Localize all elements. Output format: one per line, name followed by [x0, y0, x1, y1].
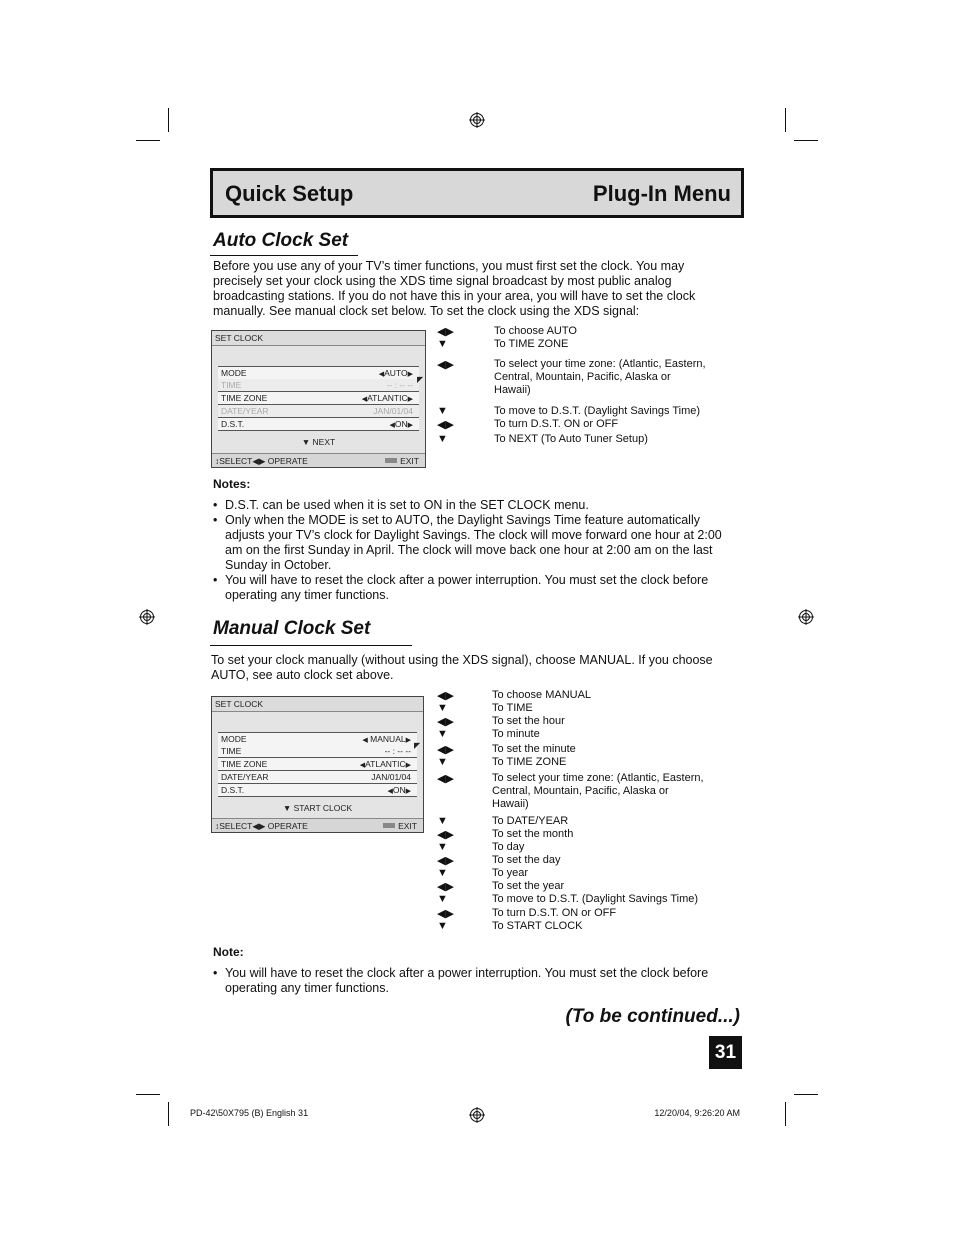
header-left-title: Quick Setup	[225, 181, 354, 206]
osd-row-value	[387, 785, 411, 795]
instruction-text: To turn D.S.T. ON or OFF	[494, 418, 619, 430]
note-item	[213, 573, 738, 603]
bullet-icon: •	[213, 966, 218, 980]
right-arrow-icon: ▶	[405, 762, 411, 769]
instruction-text: To turn D.S.T. ON or OFF	[492, 907, 617, 919]
osd-row-value	[360, 759, 411, 769]
osd-row-label: MODE	[221, 734, 247, 744]
bullet-icon: •	[213, 498, 218, 512]
instruction-text	[494, 358, 706, 397]
osd-row-label: D.S.T.	[221, 785, 245, 795]
instruction-arrow: ▼	[437, 405, 448, 417]
page-number: 31	[709, 1036, 742, 1069]
manual-intro	[211, 653, 738, 683]
crop-mark	[794, 140, 818, 141]
instruction-arrow: ◀▶	[437, 690, 454, 702]
instruction-text: To set the day	[492, 854, 561, 866]
instruction-line: Hawaii)	[494, 384, 531, 396]
right-arrow-icon: ▶	[407, 371, 413, 378]
osd-row-value	[362, 393, 413, 403]
instruction-arrow: ◀▶	[437, 716, 454, 728]
note-line: Sunday in October.	[225, 558, 332, 572]
instruction-arrow: ◀▶	[437, 881, 454, 893]
instruction-arrow: ◀▶	[437, 829, 454, 841]
instruction-arrow: ▼	[437, 728, 448, 740]
intro-line: To set your clock manually (without using the XDS signal), choose MANUAL. If you choose	[211, 653, 713, 667]
osd-row-date-year	[218, 405, 419, 418]
notes-heading: Notes:	[213, 477, 251, 491]
left-arrow-icon: ◀	[387, 788, 393, 795]
registration-mark-icon	[798, 609, 814, 625]
section-rule	[210, 255, 358, 256]
cursor-icon: ◤	[417, 375, 424, 384]
osd-row-label: MODE	[221, 368, 247, 378]
instruction-arrow: ◀▶	[437, 419, 454, 431]
instruction-arrow: ◀▶	[437, 359, 454, 371]
instruction-arrow: ◀▶	[437, 908, 454, 920]
instruction-text: To DATE/YEAR	[492, 815, 569, 827]
instruction-text: To NEXT (To Auto Tuner Setup)	[494, 433, 648, 445]
header-right-title: Plug-In Menu	[592, 181, 731, 206]
intro-line: broadcasting stations. If you do not have this in your area, you will have to set the clock	[213, 289, 696, 303]
osd-footer-exit[interactable]: EXIT	[400, 456, 419, 466]
note-item	[213, 513, 738, 573]
osd-value-text: JAN/01/04	[373, 406, 413, 416]
osd-row-time-zone[interactable]	[218, 392, 419, 405]
osd-row-time[interactable]	[218, 745, 417, 758]
instruction-text: To day	[492, 841, 525, 853]
cursor-icon: ◤	[414, 741, 421, 750]
osd-row-date-year[interactable]	[218, 771, 417, 784]
continued-label: (To be continued...)	[565, 1006, 740, 1027]
osd-row-label: TIME	[221, 746, 242, 756]
auto-set-clock-menu	[211, 330, 426, 468]
osd-footer-exit[interactable]: EXIT	[398, 821, 417, 831]
instruction-text: To minute	[492, 728, 540, 740]
manual-set-clock-menu	[211, 696, 424, 833]
right-arrow-icon: ▶	[405, 737, 411, 744]
osd-row-time-zone[interactable]	[218, 758, 417, 771]
intro-line: manually. See manual clock set below. To set the clock using the XDS signal:	[213, 304, 640, 318]
note-item	[213, 966, 738, 996]
osd-value-text: JAN/01/04	[371, 772, 411, 782]
note-line: Only when the MODE is set to AUTO, the Daylight Savings Time feature automatically	[225, 513, 700, 527]
osd-row-time	[218, 379, 419, 392]
instruction-line: Hawaii)	[492, 798, 529, 810]
instruction-text: To set the month	[492, 828, 574, 840]
note-line: am on the first Sunday in April. The clock will move back one hour at 2:00 am on the last	[225, 543, 713, 557]
osd-row-label: TIME	[221, 380, 242, 390]
instruction-text: To START CLOCK	[492, 920, 583, 932]
page-header	[210, 168, 744, 218]
menu-button-icon	[383, 823, 395, 828]
intro-line: Before you use any of your TV’s timer functions, you must first set the clock. You may	[213, 259, 685, 273]
right-arrow-icon: ▶	[407, 422, 413, 429]
instruction-text: To TIME	[492, 702, 533, 714]
bullet-icon: •	[213, 513, 218, 527]
auto-intro	[213, 259, 738, 319]
osd-value-text: ON	[392, 785, 406, 795]
registration-mark-icon	[469, 112, 485, 128]
left-arrow-icon: ◀	[378, 371, 385, 378]
left-arrow-icon: ◀	[361, 396, 368, 403]
note-line: You will have to reset the clock after a power interruption. You must set the clock before	[225, 966, 709, 980]
instruction-text: To TIME ZONE	[494, 338, 569, 350]
osd-value-text: -- : -- --	[386, 380, 413, 390]
osd-next[interactable]: ▼ NEXT	[301, 437, 336, 447]
note-line: operating any timer functions.	[225, 588, 389, 602]
instruction-text: To set the minute	[492, 743, 576, 755]
section-rule	[210, 645, 412, 646]
left-arrow-icon: ◀	[362, 737, 368, 744]
crop-mark	[168, 1102, 169, 1126]
footer-timestamp: 12/20/04, 9:26:20 AM	[654, 1108, 740, 1118]
instruction-text: To move to D.S.T. (Daylight Savings Time)	[492, 893, 699, 905]
manual-section-title: Manual Clock Set	[213, 618, 371, 639]
left-arrow-icon: ◀	[359, 762, 366, 769]
instruction-arrow: ◀▶	[437, 326, 454, 338]
intro-line: AUTO, see auto clock set above.	[211, 668, 394, 682]
osd-footer-left: ↕SELECT◀▶ OPERATE	[215, 821, 308, 831]
instruction-arrow: ▼	[437, 756, 448, 768]
osd-value-text: -- : -- --	[384, 746, 411, 756]
osd-row-dst[interactable]	[218, 418, 419, 431]
instruction-line: Central, Mountain, Pacific, Alaska or	[494, 371, 671, 383]
registration-mark-icon	[139, 609, 155, 625]
osd-footer	[212, 818, 423, 832]
left-arrow-icon: ◀	[389, 422, 395, 429]
osd-value-text: AUTO	[384, 368, 408, 378]
crop-mark	[136, 1094, 160, 1095]
osd-row-label: D.S.T.	[221, 419, 245, 429]
instruction-text: To set the year	[492, 880, 565, 892]
osd-row-dst[interactable]	[218, 784, 417, 797]
instruction-arrow: ▼	[437, 338, 448, 350]
crop-mark	[785, 1102, 786, 1126]
osd-title-bar	[212, 697, 423, 712]
instruction-arrow: ▼	[437, 841, 448, 853]
osd-title: SET CLOCK	[215, 699, 264, 709]
instruction-arrow: ▼	[437, 867, 448, 879]
crop-mark	[136, 140, 160, 141]
osd-start-clock[interactable]: ▼ START CLOCK	[282, 803, 353, 813]
osd-row-label: DATE/YEAR	[221, 406, 269, 416]
right-arrow-icon: ▶	[407, 396, 413, 403]
instruction-text: To TIME ZONE	[492, 756, 567, 768]
instruction-text: To year	[492, 867, 529, 879]
osd-row-mode[interactable]	[218, 732, 417, 746]
instruction-text: To choose AUTO	[494, 325, 577, 337]
note-line: operating any timer functions.	[225, 981, 389, 995]
instruction-arrow: ▼	[437, 433, 448, 445]
osd-row-value	[362, 734, 411, 744]
instruction-arrow: ◀▶	[437, 744, 454, 756]
note-line: adjusts your TV’s clock for Daylight Savings. The clock will move forward one hour at 2:00	[225, 528, 722, 542]
registration-mark-icon	[469, 1107, 485, 1123]
osd-row-label: TIME ZONE	[221, 759, 268, 769]
instruction-text: To move to D.S.T. (Daylight Savings Time)	[494, 405, 701, 417]
instruction-text: To set the hour	[492, 715, 565, 727]
crop-mark	[785, 108, 786, 132]
bullet-icon: •	[213, 573, 218, 587]
instruction-arrow: ▼	[437, 702, 448, 714]
menu-button-icon	[385, 458, 397, 463]
osd-row-value	[379, 368, 413, 378]
note-text	[225, 966, 708, 996]
osd-footer-left: ↕SELECT◀▶ OPERATE	[215, 456, 308, 466]
crop-mark	[168, 108, 169, 132]
osd-value-text: ATLANTIC	[365, 759, 406, 769]
note-line: D.S.T. can be used when it is set to ON in the SET CLOCK menu.	[225, 498, 589, 512]
instruction-arrow: ▼	[437, 893, 448, 905]
osd-value-text: ON	[394, 419, 408, 429]
instruction-arrow: ▼	[437, 815, 448, 827]
note-text	[225, 573, 708, 603]
instruction-arrow: ◀▶	[437, 773, 454, 785]
osd-row-label: DATE/YEAR	[221, 772, 269, 782]
note-item	[213, 498, 738, 513]
note-text	[225, 513, 722, 573]
instruction-line: To select your time zone: (Atlantic, Eastern,	[494, 358, 706, 370]
osd-title-bar	[212, 331, 425, 346]
instruction-text	[492, 772, 704, 811]
instruction-arrow: ▼	[437, 920, 448, 932]
instruction-arrow: ◀▶	[437, 855, 454, 867]
osd-row-label: TIME ZONE	[221, 393, 268, 403]
osd-value-text: ATLANTIC	[367, 393, 408, 403]
note-heading: Note:	[213, 945, 244, 959]
footer-file-info: PD-42\50X795 (B) English 31	[190, 1108, 309, 1118]
auto-section-title: Auto Clock Set	[213, 230, 349, 251]
instruction-line: Central, Mountain, Pacific, Alaska or	[492, 785, 669, 797]
osd-row-value	[389, 419, 413, 429]
osd-footer	[212, 453, 425, 467]
osd-title: SET CLOCK	[215, 333, 264, 343]
instruction-line: To select your time zone: (Atlantic, Eastern,	[492, 772, 704, 784]
instruction-text: To choose MANUAL	[492, 689, 592, 701]
crop-mark	[794, 1094, 818, 1095]
osd-value-text: MANUAL	[370, 734, 406, 744]
note-line: You will have to reset the clock after a power interruption. You must set the clock before	[225, 573, 709, 587]
right-arrow-icon: ▶	[405, 788, 411, 795]
osd-row-mode[interactable]	[218, 366, 419, 380]
intro-line: precisely set your clock using the XDS time signal broadcast by most public analog	[213, 274, 672, 288]
